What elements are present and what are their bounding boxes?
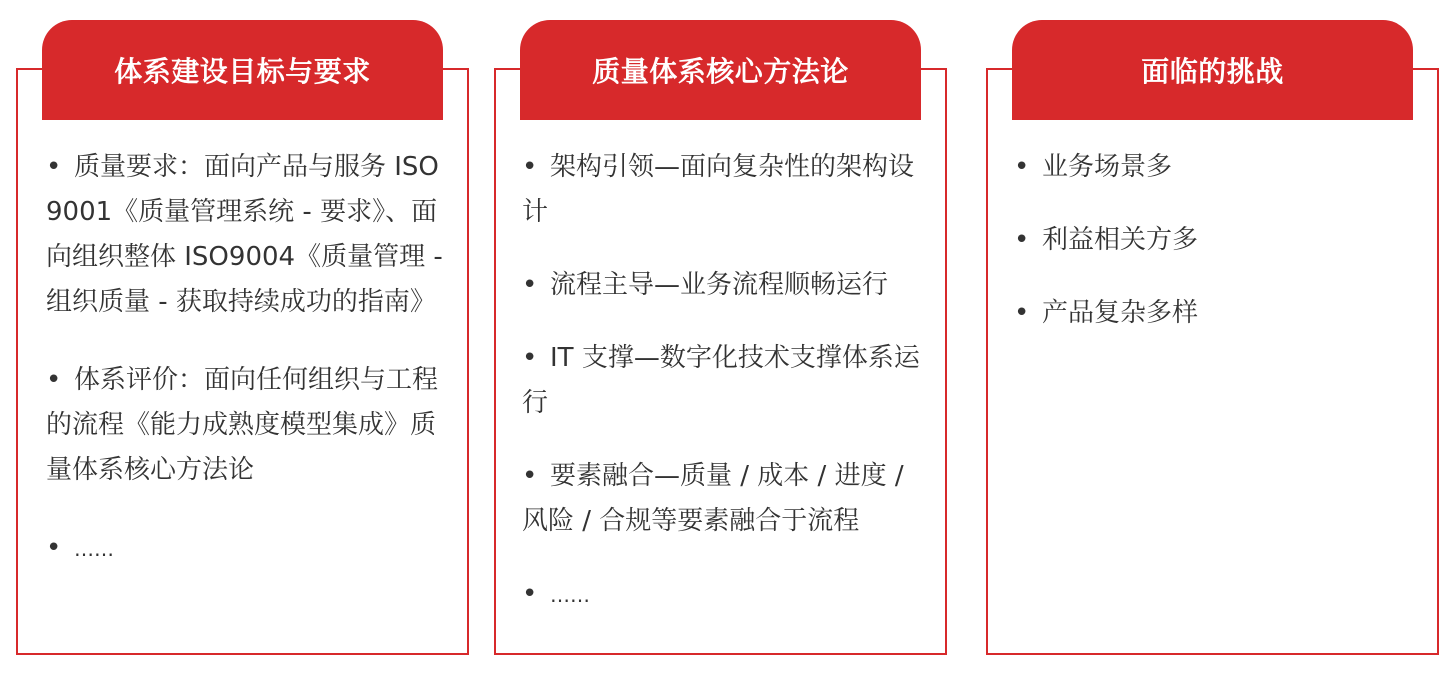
panel-title-core-methodology: 质量体系核心方法论 (520, 20, 921, 120)
bullet-icon: • (522, 343, 538, 373)
bullet-icon: • (522, 461, 538, 491)
bullet-icon: • (46, 365, 62, 395)
list-item (1014, 145, 1414, 190)
list-item (46, 526, 446, 572)
bullet-icon: • (522, 270, 538, 300)
bullet-icon: • (522, 579, 538, 609)
challenges-list (1014, 145, 1414, 336)
list-item (522, 572, 922, 618)
core-methodology-list (522, 145, 922, 618)
list-item (522, 454, 922, 544)
list-item-text: 业务场景多 (1042, 152, 1173, 182)
panel-title-challenges: 面临的挑战 (1012, 20, 1413, 120)
list-item-text: 利益相关方多 (1042, 225, 1199, 255)
bullet-icon: • (1014, 225, 1030, 255)
bullet-icon: • (46, 533, 62, 563)
panel-title-goals-requirements: 体系建设目标与要求 (42, 20, 443, 120)
list-item-text: 体系评价：面向任何组织与工程的流程《能力成熟度模型集成》质量体系核心方法论 (46, 365, 439, 485)
list-item-text: 产品复杂多样 (1042, 298, 1199, 328)
list-item (1014, 218, 1414, 263)
list-item (522, 145, 922, 235)
goals-requirements-list (46, 145, 446, 572)
list-item-text: 架构引领—面向复杂性的架构设计 (522, 152, 915, 227)
list-item (1014, 291, 1414, 336)
bullet-icon: • (46, 152, 62, 182)
bullet-icon: • (1014, 152, 1030, 182)
list-item (522, 336, 922, 426)
list-item-text: …… (74, 537, 114, 561)
bullet-icon: • (1014, 298, 1030, 328)
list-item (46, 145, 446, 325)
bullet-icon: • (522, 152, 538, 182)
list-item-text: …… (550, 583, 590, 607)
list-item-text: 要素融合—质量 / 成本 / 进度 / 风险 / 合规等要素融合于流程 (522, 461, 904, 536)
list-item (522, 263, 922, 308)
list-item-text: IT 支撑—数字化技术支撑体系运行 (522, 343, 920, 418)
list-item (46, 358, 446, 493)
list-item-text: 流程主导—业务流程顺畅运行 (550, 270, 889, 300)
list-item-text: 质量要求：面向产品与服务 ISO9001《质量管理系统 - 要求》、面向组织整体 ISO9004《质量管理 - 组织质量 - 获取持续成功的指南》 (46, 152, 443, 317)
